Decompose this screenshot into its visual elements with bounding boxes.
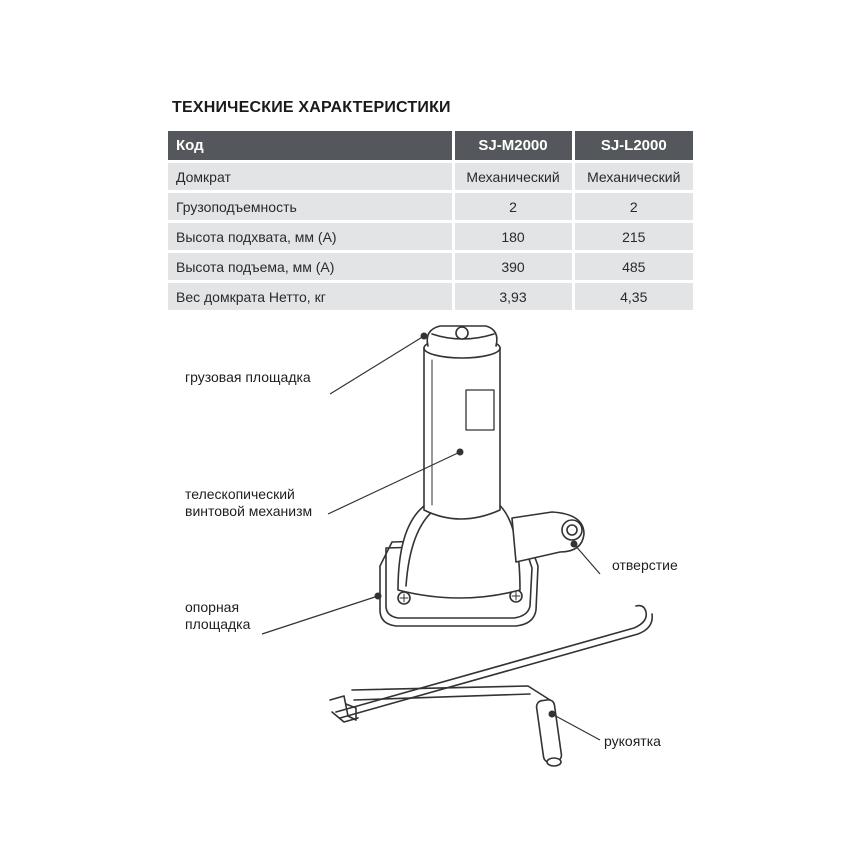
dot-hole [571, 541, 578, 548]
callout-load-platform: грузовая площадка [185, 369, 311, 385]
spec-title: ТЕХНИЧЕСКИЕ ХАРАКТЕРИСТИКИ [172, 99, 451, 116]
row-label: Высота подъема, мм (А) [168, 252, 453, 282]
callout-handle: рукоятка [604, 733, 661, 749]
cell-m2000: 3,93 [453, 282, 573, 311]
callout-telescopic-line2: винтовой механизм [185, 503, 313, 519]
saddle [427, 326, 497, 346]
side-boss [512, 512, 584, 562]
cell-m2000: 390 [453, 252, 573, 282]
cell-l2000: 2 [573, 192, 693, 222]
dot-handle [549, 711, 556, 718]
dot-telescopic [457, 449, 464, 456]
dot-base [375, 593, 382, 600]
header-model-m2000: SJ-M2000 [453, 131, 573, 162]
callout-base-line2: площадка [185, 616, 251, 632]
cell-m2000: 2 [453, 192, 573, 222]
cell-l2000: 485 [573, 252, 693, 282]
row-label: Высота подхвата, мм (А) [168, 222, 453, 252]
callout-telescopic-line1: телескопический [185, 486, 295, 502]
cell-l2000: 215 [573, 222, 693, 252]
row-label: Грузоподъемность [168, 192, 453, 222]
leader-base [262, 596, 378, 634]
header-code: Код [168, 131, 453, 162]
leader-hole [574, 544, 600, 574]
dot-load-platform [421, 333, 428, 340]
row-label: Домкрат [168, 162, 453, 192]
cell-m2000: 180 [453, 222, 573, 252]
callout-hole: отверстие [612, 557, 678, 573]
cell-l2000: 4,35 [573, 282, 693, 311]
cell-l2000: Механический [573, 162, 693, 192]
cell-m2000: Механический [453, 162, 573, 192]
row-label: Вес домкрата Нетто, кг [168, 282, 453, 311]
callout-base-line1: опорная [185, 599, 240, 615]
leader-load-platform [330, 336, 424, 394]
telescopic-tube [424, 338, 500, 519]
header-model-l2000: SJ-L2000 [573, 131, 693, 162]
